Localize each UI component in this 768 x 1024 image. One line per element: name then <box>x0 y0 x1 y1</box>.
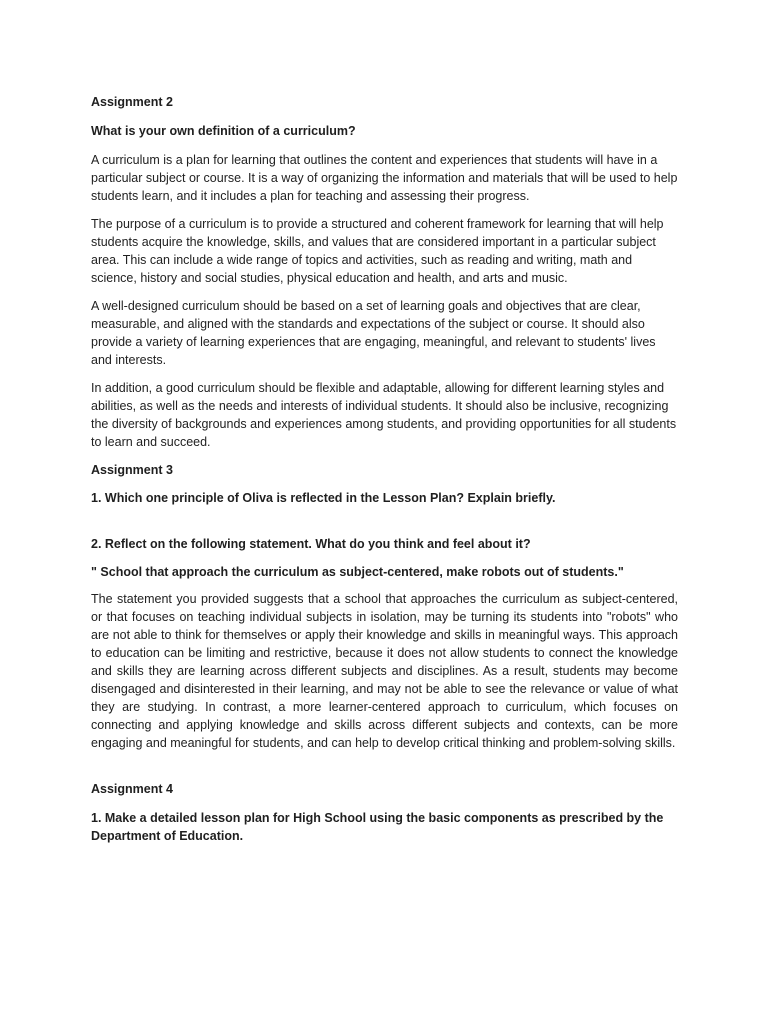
quoted-statement: " School that approach the curriculum as subject-centered, make robots out of students." <box>91 565 624 579</box>
assignment-2-question: What is your own definition of a curriculum? <box>91 124 356 138</box>
flexibility-paragraph: In addition, a good curriculum should be flexible and adaptable, allowing for different learning styles and abilities, as well as the needs and interests of individual students. It should also be inclusive, recognizing the diversity of backgrounds and experiences among students, and providing opportunities for all students to learn and succeed. <box>91 381 677 449</box>
assignment-4-question-1: 1. Make a detailed lesson plan for High School using the basic components as prescribed by the Department of Education. <box>91 811 664 843</box>
statement-reflection-paragraph: The statement you provided suggests that a school that approaches the curriculum as subject-centered, or that focuses on teaching individual subjects in isolation, may be turning its students into "robots" who are not able to think for themselves or apply their knowledge and skills in meaningful ways. This approach to education can be limiting and restrictive, because it does not allow students to connect the knowledge and skills they are learning across different subjects and disciplines. As a result, students may become disengaged and disinterested in their learning, and may not be able to see the relevance or value of what they are studying. In contrast, a more learner-centered approach to curriculum, which focuses on connecting and applying knowledge and skills across different subjects and contexts, can be more engaging and meaningful for students, and can help to develop critical thinking and problem-solving skills. <box>91 592 678 750</box>
assignment-4-heading: Assignment 4 <box>91 782 173 796</box>
definition-paragraph: A curriculum is a plan for learning that outlines the content and experiences that students will have in a particular subject or course. It is a way of organizing the information and materials that will be used to help students learn, and it includes a plan for teaching and assessing their progress. <box>91 153 678 203</box>
assignment-2-heading: Assignment 2 <box>91 95 173 109</box>
purpose-paragraph: The purpose of a curriculum is to provide a structured and coherent framework for learning that will help students acquire the knowledge, skills, and values that are considered important in a particular subject area. This can include a wide range of topics and activities, such as reading and writing, math and science, history and social studies, physical education and health, and arts and music. <box>91 217 664 285</box>
assignment-3-heading: Assignment 3 <box>91 463 173 477</box>
well-designed-paragraph: A well-designed curriculum should be based on a set of learning goals and objectives that are clear, measurable, and aligned with the standards and expectations of the subject or course. It should also provide a variety of learning experiences that are engaging, meaningful, and relevant to students' lives and interests. <box>91 299 656 367</box>
assignment-3-question-1: 1. Which one principle of Oliva is reflected in the Lesson Plan? Explain briefly. <box>91 491 556 505</box>
assignment-3-question-2: 2. Reflect on the following statement. What do you think and feel about it? <box>91 537 531 551</box>
